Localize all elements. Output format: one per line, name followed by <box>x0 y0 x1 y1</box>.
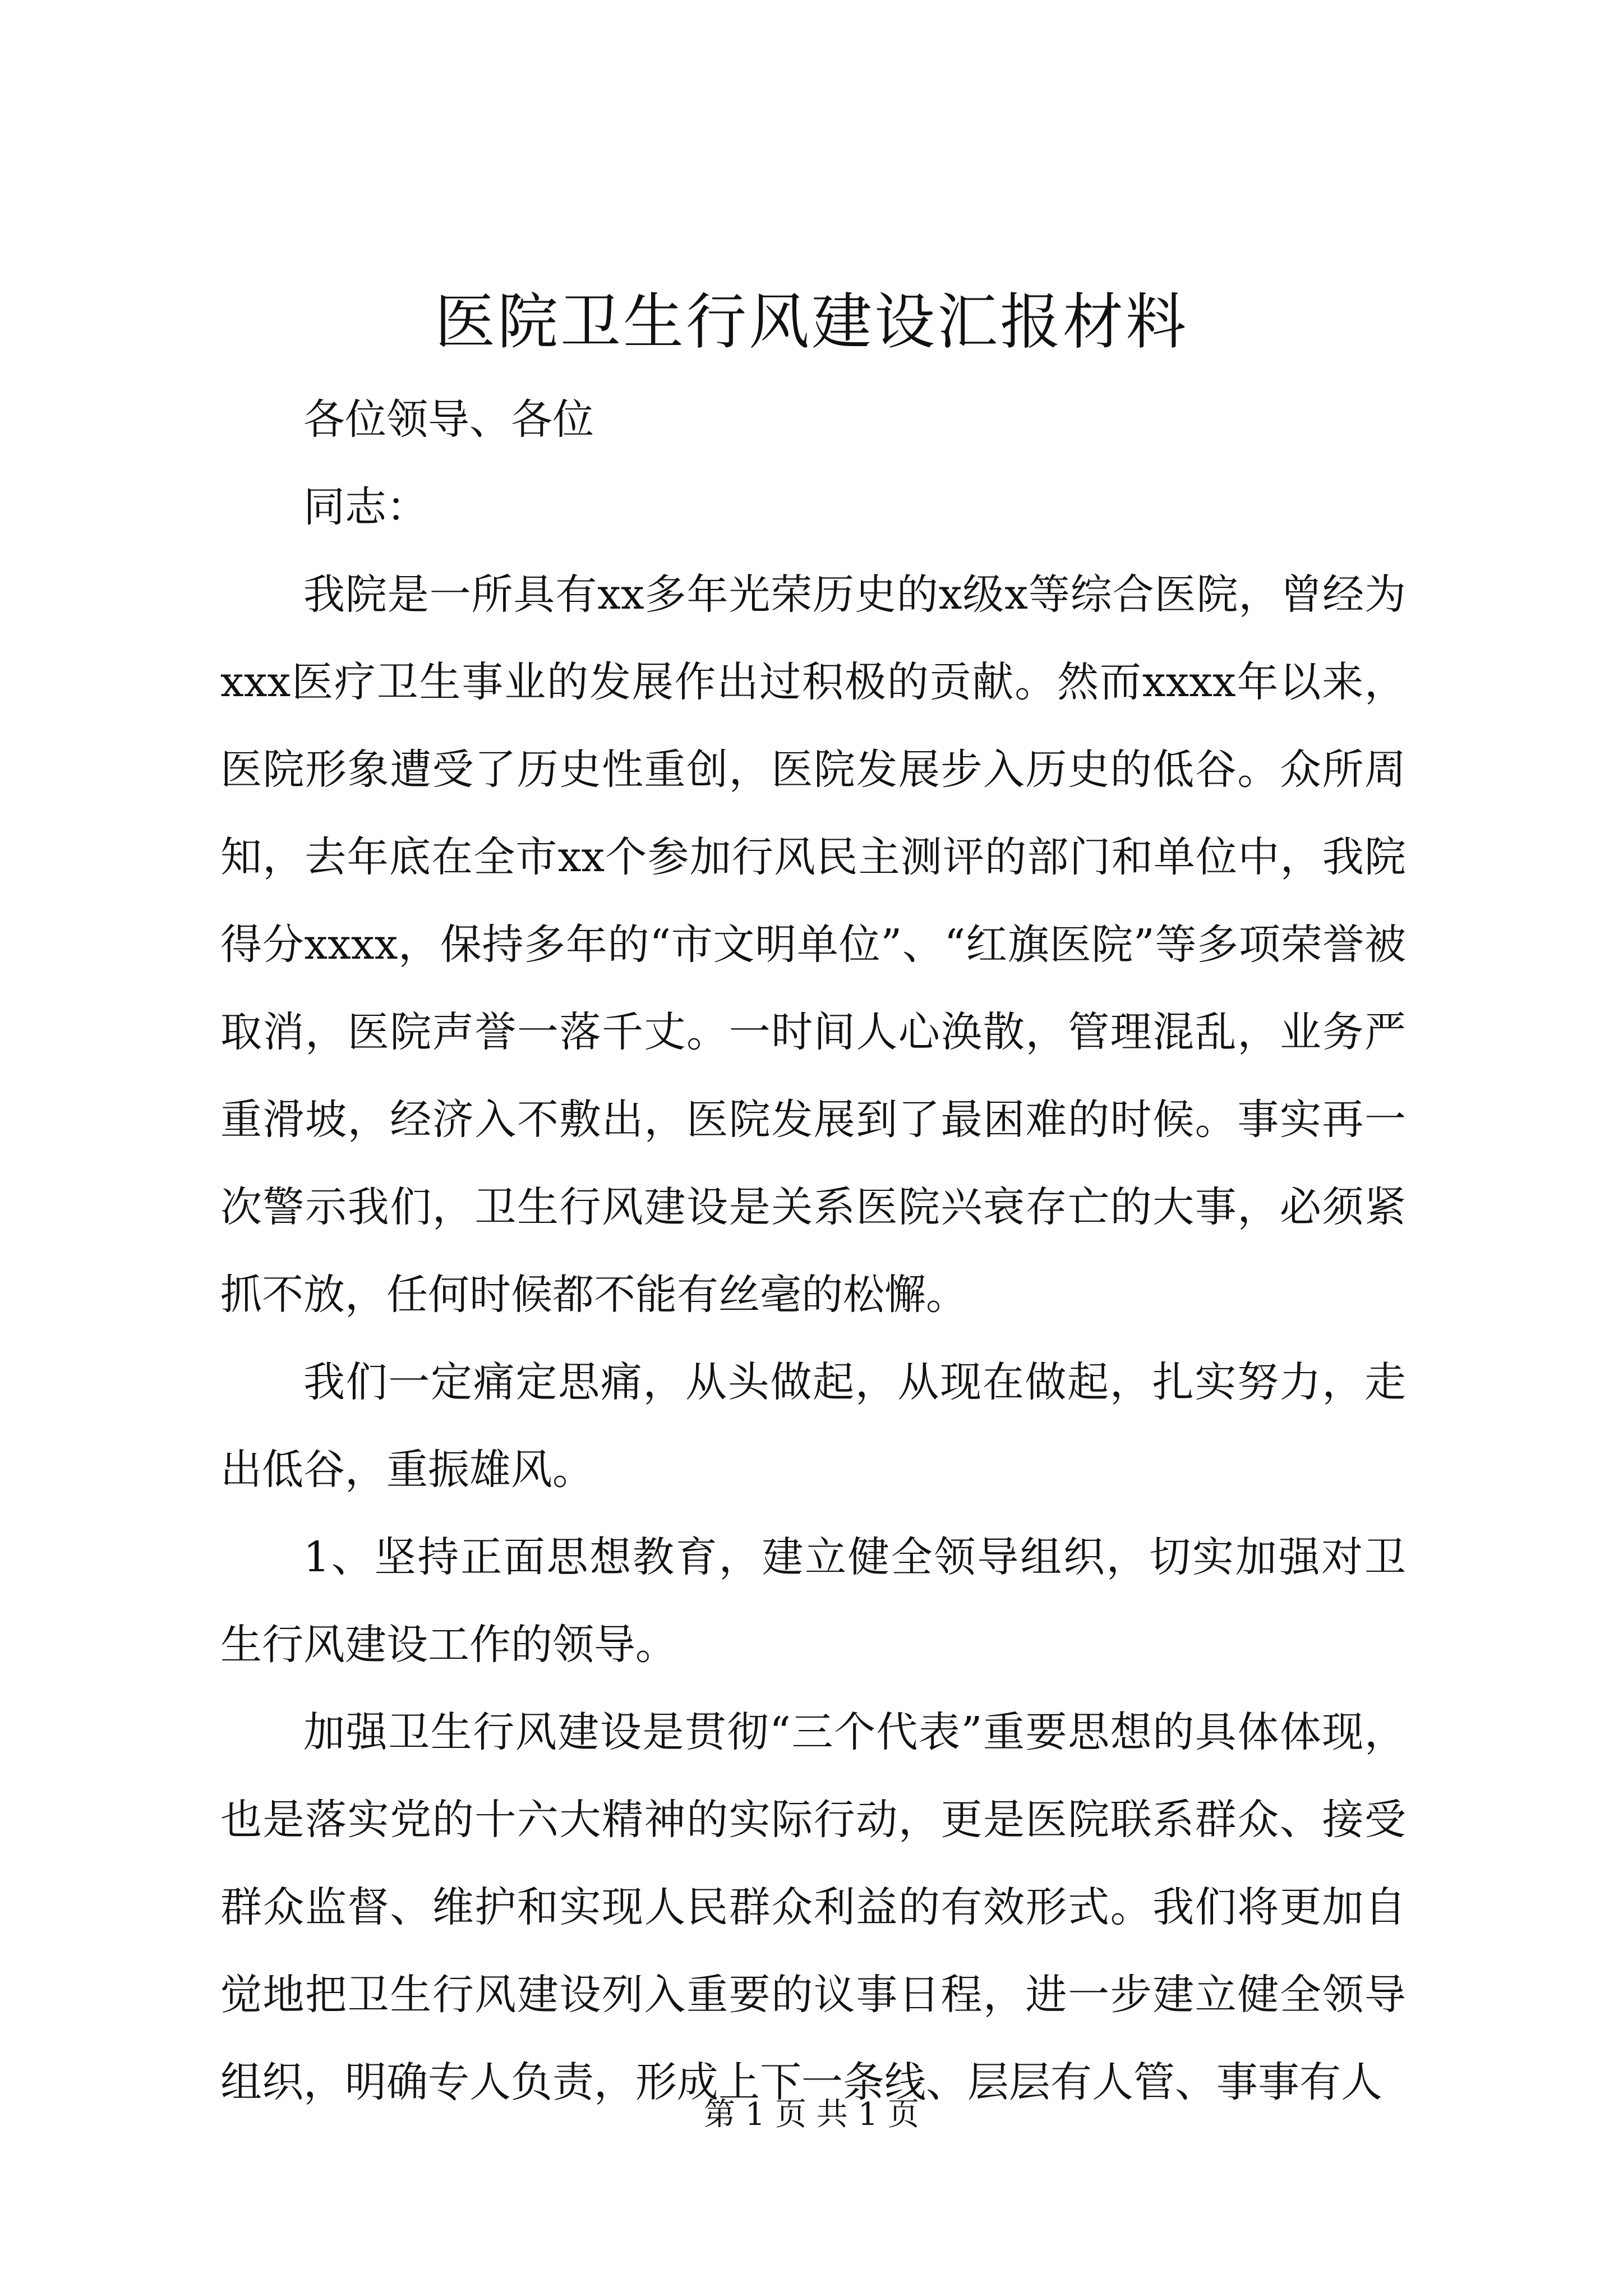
salutation-line-2: 同志： <box>303 483 428 531</box>
document-body <box>220 376 1406 2126</box>
paragraph-resolve: 我们一定痛定思痛，从头做起，从现在做起，扎实努力，走出低谷，重振雄风。 <box>220 1358 1406 1494</box>
section-heading-1: 1、坚持正面思想教育，建立健全领导组织，切实加强对卫生行风建设工作的领导。 <box>220 1533 1406 1669</box>
salutation-line-1: 各位领导、各位 <box>303 395 594 444</box>
page-footer: 第 1 页 共 1 页 <box>703 2096 920 2133</box>
paragraph-section-1: 加强卫生行风建设是贯彻“三个代表”重要思想的具体体现，也是落实党的十六大精神的实际行动，更是医院联系群众、接受群众监督、维护和实现人民群众利益的有效形式。我们将更加自觉地把卫生行风建设列入重要的议事日程，进一步建立健全领导组织，明确专人负责，形成上下一条线、层层有人管、事事有人 <box>220 1708 1406 2106</box>
document-title: 医院卫生行风建设汇报材料 <box>434 287 1188 357</box>
paragraph-intro: 我院是一所具有xx多年光荣历史的x级x等综合医院，曾经为xxx医疗卫生事业的发展作出过积极的贡献。然而xxxx年以来，医院形象遭受了历史性重创，医院发展步入历史的低谷。众所周知，去年底在全市xx个参加行风民主测评的部门和单位中，我院得分xxxx，保持多年的“市文明单位”、“红旗医院”等多项荣誉被取消，医院声誉一落千丈。一时间人心涣散，管理混乱，业务严重滑坡，经济入不敷出，医院发展到了最困难的时候。事实再一次警示我们，卫生行风建设是关系医院兴衰存亡的大事，必须紧抓不放，任何时候都不能有丝毫的松懈。 <box>220 570 1406 1319</box>
